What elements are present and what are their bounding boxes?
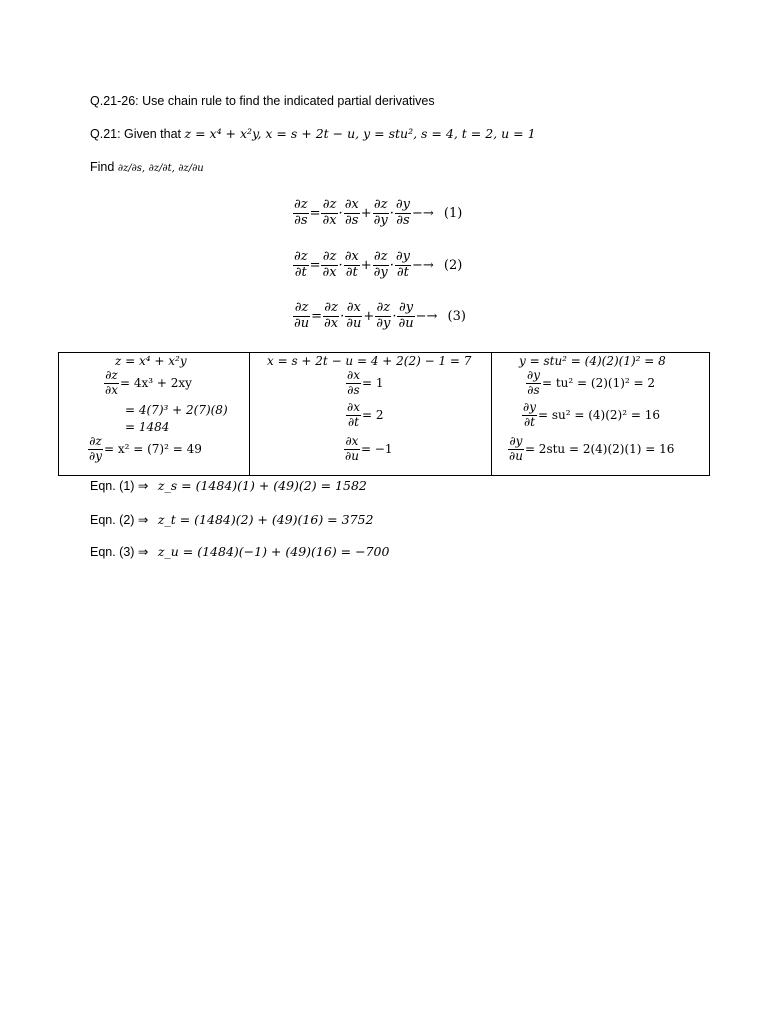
result-row-3 xyxy=(90,544,389,559)
equation-label-3: (3) xyxy=(447,308,466,324)
dz-dy: $\frac{\partial z}{\partial y}$ = x² = (7)² = 49 xyxy=(89,434,202,463)
find-label: Find xyxy=(90,160,115,174)
result-label-1: Eqn. (1) ⇒ xyxy=(90,479,149,493)
dz-dx-value: = 1484 xyxy=(125,420,170,434)
chain-rule-eq-1: $\frac{\partial z}{\partial s}$ = $\frac{\partial z}{\partial x}$ · $\frac{\partial x}{\partial s}$ + $\frac{\partial z}{\partial y}$ · $\frac{\partial y}{\partial s}$ −→ (1) xyxy=(294,197,463,228)
find-derivative-s: ∂z/∂s, xyxy=(117,163,146,174)
chain-rule-eq-3: $\frac{\partial z}{\partial u}$ = $\frac{\partial z}{\partial x}$ · $\frac{\partial x}{\partial u}$ + $\frac{\partial z}{\partial y}$ · $\frac{\partial y}{\partial u}$ −→ (3) xyxy=(294,300,466,331)
question-label: Q.21: Given that xyxy=(90,127,182,141)
dx-ds: $\frac{\partial x}{\partial s}$ = 1 xyxy=(347,368,384,397)
x-definition: x = s + 2t − u = 4 + 2(2) − 1 = 7 xyxy=(267,354,472,368)
find-line xyxy=(90,160,204,174)
dx-du: $\frac{\partial x}{\partial u}$ = −1 xyxy=(345,434,393,463)
y-definition: y = stu² = (4)(2)(1)² = 8 xyxy=(519,354,666,368)
result-label-2: Eqn. (2) ⇒ xyxy=(90,513,149,527)
result-expression-1: z_s = (1484)(1) + (49)(2) = 1582 xyxy=(157,478,367,493)
z-definition: z = x⁴ + x²y xyxy=(115,354,187,368)
equation-label-2: (2) xyxy=(443,257,463,273)
find-derivative-t: ∂z/∂t, xyxy=(148,163,175,174)
dy-ds: $\frac{\partial y}{\partial s}$ = tu² = (2)(1)² = 2 xyxy=(527,368,656,397)
computation-table xyxy=(58,352,710,476)
section-heading: Q.21-26: Use chain rule to find the indicated partial derivatives xyxy=(90,94,435,108)
find-derivative-u: ∂z/∂u xyxy=(178,163,204,174)
question-expression: z = x⁴ + x²y, x = s + 2t − u, y = stu², s = 4, t = 2, u = 1 xyxy=(184,126,536,141)
result-expression-2: z_t = (1484)(2) + (49)(16) = 3752 xyxy=(157,512,374,527)
dy-du: $\frac{\partial y}{\partial u}$ = 2stu = 2(4)(2)(1) = 16 xyxy=(509,434,675,463)
table-column-x xyxy=(249,353,492,475)
result-label-3: Eqn. (3) ⇒ xyxy=(90,545,149,559)
table-column-y xyxy=(491,353,709,475)
dz-dx: $\frac{\partial z}{\partial x}$ = 4x³ + 2xy xyxy=(105,368,192,397)
result-expression-3: z_u = (1484)(−1) + (49)(16) = −700 xyxy=(157,544,390,559)
result-row-1 xyxy=(90,478,367,493)
dz-dx-substitution: = 4(7)³ + 2(7)(8) xyxy=(125,403,228,417)
result-row-2 xyxy=(90,512,373,527)
dy-dt: $\frac{\partial y}{\partial t}$ = su² = (4)(2)² = 16 xyxy=(523,400,660,429)
dx-dt: $\frac{\partial x}{\partial t}$ = 2 xyxy=(347,400,384,429)
table-column-z xyxy=(59,353,250,475)
question-line xyxy=(90,126,536,141)
equation-label-1: (1) xyxy=(443,205,463,221)
chain-rule-eq-2: $\frac{\partial z}{\partial t}$ = $\frac{\partial z}{\partial x}$ · $\frac{\partial x}{\partial t}$ + $\frac{\partial z}{\partial y}$ · $\frac{\partial y}{\partial t}$ −→ (2) xyxy=(294,249,463,280)
